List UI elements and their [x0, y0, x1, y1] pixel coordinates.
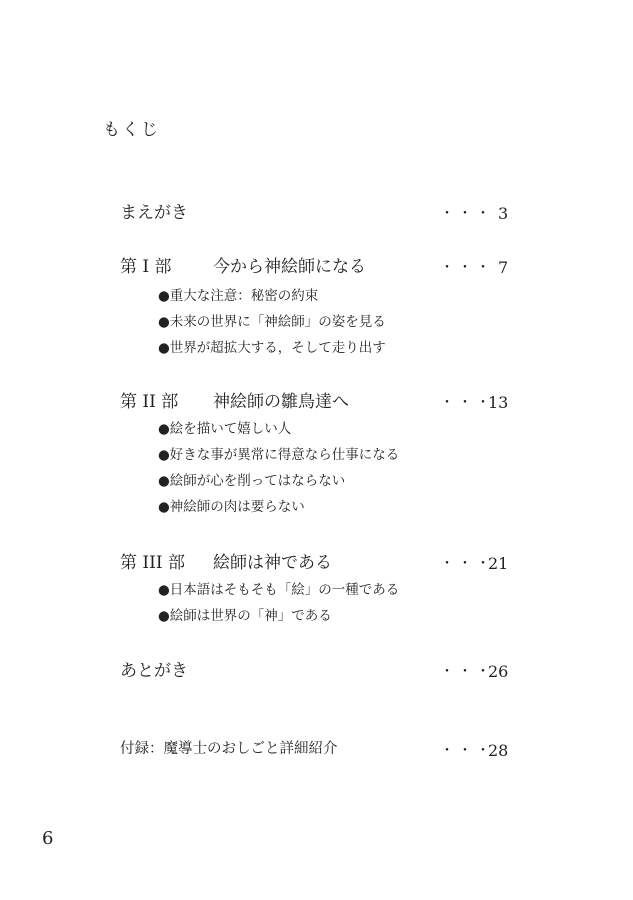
- toc-entry-preface-title: まえがき: [120, 203, 188, 223]
- page-number: 6: [42, 828, 54, 849]
- toc-entry-preface-page: 3: [498, 204, 509, 223]
- toc-part3-label: 第 III 部: [120, 553, 185, 573]
- toc-part2-item: ●神絵師の肉は要らない: [158, 499, 305, 515]
- toc-part1-item: ●世界が超拡大する，そして走り出す: [158, 340, 386, 356]
- toc-part3-page: 21: [488, 554, 509, 573]
- toc-part2-item: ●絵を描いて嬉しい人: [158, 421, 292, 437]
- toc-part2-item: ●好きな事が異常に得意なら仕事になる: [158, 447, 400, 463]
- toc-part2-page: 13: [488, 393, 509, 412]
- toc-part3-title: 絵師は神である: [213, 553, 332, 573]
- toc-entry-appendix-dots: ・・・: [440, 743, 494, 759]
- toc-part1-label: 第 I 部: [120, 257, 172, 277]
- toc-entry-afterword-page: 26: [488, 662, 509, 681]
- toc-entry-appendix-title: 付録：魔導士のおしごと詳細紹介: [120, 741, 338, 757]
- toc-part3-item: ●日本語はそもそも「絵」の一種である: [158, 582, 400, 598]
- toc-entry-preface-dots: ・・・: [440, 206, 494, 222]
- toc-part1-item: ●重大な注意：秘密の約束: [158, 288, 319, 304]
- toc-part1-title: 今から神絵師になる: [213, 257, 366, 277]
- toc-part2-title: 神絵師の雛鳥達へ: [213, 392, 349, 412]
- toc-part2-dots: ・・・: [440, 395, 494, 411]
- toc-entry-appendix-page: 28: [488, 741, 509, 760]
- toc-title: もくじ: [103, 120, 160, 140]
- toc-entry-afterword-title: あとがき: [120, 661, 188, 681]
- toc-part3-item: ●絵師は世界の「神」である: [158, 608, 332, 624]
- toc-part2-item: ●絵師が心を削ってはならない: [158, 473, 346, 489]
- toc-entry-afterword-dots: ・・・: [440, 664, 494, 680]
- toc-part1-item: ●未来の世界に「神絵師」の姿を見る: [158, 314, 386, 330]
- toc-part1-dots: ・・・: [440, 260, 494, 276]
- toc-part1-page: 7: [498, 258, 509, 277]
- toc-part3-dots: ・・・: [440, 556, 494, 572]
- toc-part2-label: 第 II 部: [120, 392, 179, 412]
